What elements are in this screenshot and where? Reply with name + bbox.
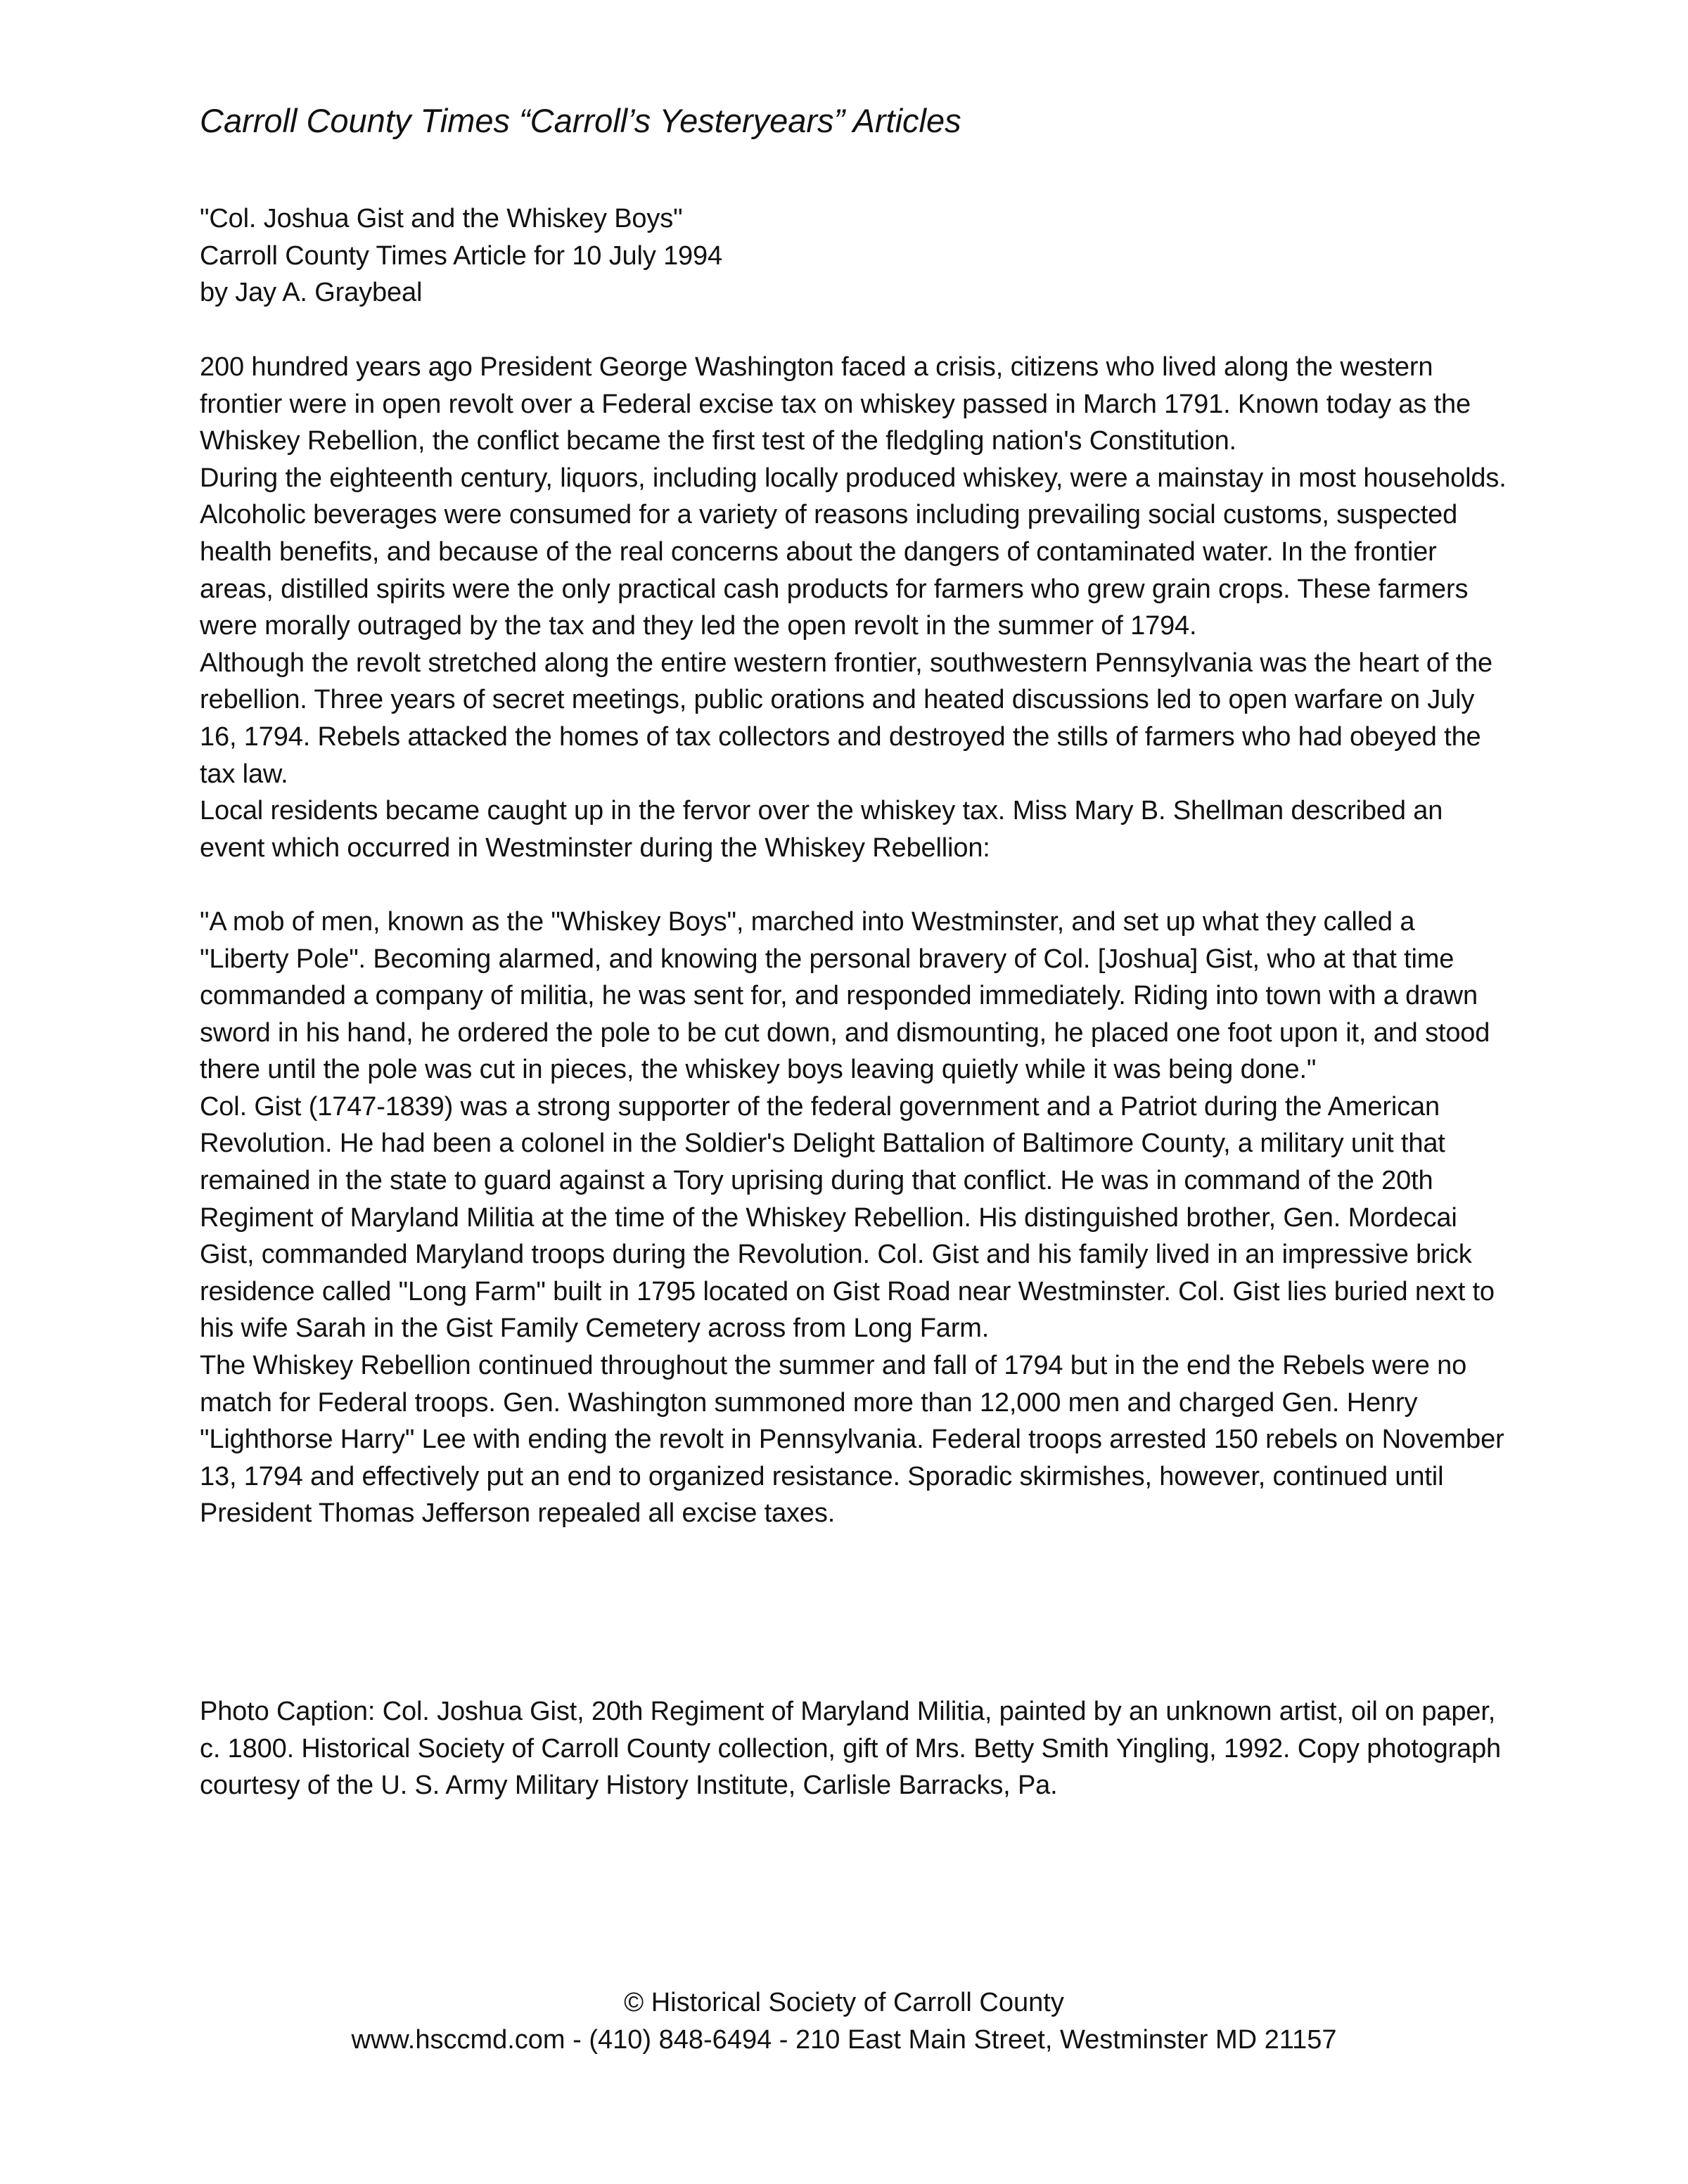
quoted-passage: "A mob of men, known as the "Whiskey Boys", marched into Westminster, and set up what they called a "Liberty Pole". Becoming alarmed, and knowing the personal bravery of Col. [Joshua] Gist, who at that time commanded a company of militia, he was sent for, and responded immediately. Riding into town with a drawn sword in his hand, he ordered the pole to be cut down, and dismounting, he placed one foot upon it, and stood there until the pole was cut in pieces, the whiskey boys leaving quietly while it was being done."	[200, 906, 1490, 1085]
article-body	[200, 349, 1508, 1532]
article-meta	[200, 200, 1508, 311]
body-paragraph: Local residents became caught up in the fervor over the whiskey tax. Miss Mary B. Shellman described an event which occurred in Westminster during the Whiskey Rebellion:	[200, 796, 1443, 863]
article-headline: "Col. Joshua Gist and the Whiskey Boys"	[200, 204, 683, 233]
photo-caption: Photo Caption: Col. Joshua Gist, 20th Regiment of Maryland Militia, painted by an unknown artist, oil on paper, c. 1800. Historical Society of Carroll County collection, gift of Mrs. Betty Smith Yingling, 1992. Copy photograph courtesy of the U. S. Army Military History Institute, Carlisle Barracks, Pa.	[200, 1697, 1502, 1801]
footer-contact: www.hsccmd.com - (410) 848-6494 - 210 East Main Street, Westminster MD 21157	[351, 2024, 1337, 2055]
page-footer	[0, 1984, 1688, 2058]
footer-copyright: © Historical Society of Carroll County	[624, 1988, 1064, 2017]
article-byline: by Jay A. Graybeal	[200, 278, 423, 308]
body-paragraph: During the eighteenth century, liquors, including locally produced whiskey, were a mainstay in most households. Alcoholic beverages were consumed for a variety of reasons including prevailing social customs, suspected health benefits, and because of the real concerns about the dangers of contaminated water. In the frontier areas, distilled spirits were the only practical cash products for farmers who grew grain crops. These farmers were morally outraged by the tax and they led the open revolt in the summer of 1794.	[200, 463, 1507, 641]
body-paragraph: The Whiskey Rebellion continued throughout the summer and fall of 1794 but in the end the Rebels were no match for Federal troops. Gen. Washington summoned more than 12,000 men and charged Gen. Henry "Lighthorse Harry" Lee with ending the revolt in Pennsylvania. Federal troops arrested 150 rebels on November 13, 1794 and effectively put an end to organized resistance. Sporadic skirmishes, however, continued until President Thomas Jefferson repealed all excise taxes.	[200, 1351, 1504, 1529]
body-paragraph: 200 hundred years ago President George Washington faced a crisis, citizens who lived along the western frontier were in open revolt over a Federal excise tax on whiskey passed in March 1791. Known today as the Whiskey Rebellion, the conflict became the first test of the fledgling nation's Constitution.	[200, 352, 1471, 456]
series-title: Carroll County Times “Carroll’s Yesteryears” Articles	[200, 102, 961, 139]
article-dateline: Carroll County Times Article for 10 July 1994	[200, 240, 723, 271]
body-paragraph: Although the revolt stretched along the entire western frontier, southwestern Pennsylvania was the heart of the rebellion. Three years of secret meetings, public orations and heated discussions led to open warfare on July 16, 1794. Rebels attacked the homes of tax collectors and destroyed the stills of farmers who had obeyed the tax law.	[200, 648, 1493, 789]
body-paragraph: Col. Gist (1747-1839) was a strong supporter of the federal government and a Patriot during the American Revolution. He had been a colonel in the Soldier's Delight Battalion of Baltimore County, a military unit that remained in the state to guard against a Tory uprising during that conflict. He was in command of the 20th Regiment of Maryland Militia at the time of the Whiskey Rebellion. His distinguished brother, Gen. Mordecai Gist, commanded Maryland troops during the Revolution. Col. Gist and his family lived in an impressive brick residence called "Long Farm" built in 1795 located on Gist Road near Westminster. Col. Gist lies buried next to his wife Sarah in the Gist Family Cemetery across from Long Farm.	[200, 1091, 1495, 1344]
